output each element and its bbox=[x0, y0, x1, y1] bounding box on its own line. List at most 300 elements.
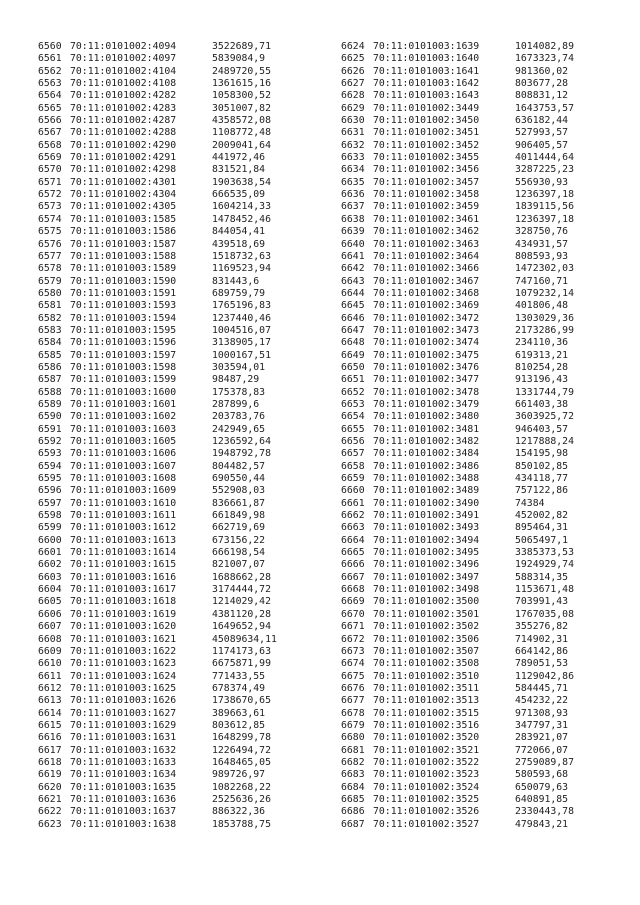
cadastral-value: 1214029,42 bbox=[212, 596, 271, 608]
cadastral-number: 70:11:0101002:3506 bbox=[373, 633, 480, 645]
cadastral-value: 580593,68 bbox=[515, 769, 569, 781]
cadastral-number: 70:11:0101003:1620 bbox=[70, 621, 177, 633]
cadastral-value: 1014082,89 bbox=[515, 41, 574, 52]
cadastral-value: 4381120,28 bbox=[212, 608, 271, 620]
cadastral-value: 1924929,74 bbox=[515, 559, 574, 571]
right-column bbox=[341, 41, 574, 831]
row-number: 6586 bbox=[38, 361, 62, 373]
table-row bbox=[341, 300, 574, 312]
row-number: 6591 bbox=[38, 423, 62, 435]
cadastral-number: 70:11:0101002:3497 bbox=[373, 571, 480, 583]
cadastral-value: 1688662,28 bbox=[212, 571, 271, 583]
cadastral-value: 1649652,94 bbox=[212, 621, 271, 633]
cadastral-number: 70:11:0101002:4287 bbox=[70, 115, 177, 127]
cadastral-value: 6675871,99 bbox=[212, 658, 271, 670]
cadastral-value: 673156,22 bbox=[212, 534, 266, 546]
table-row bbox=[38, 350, 277, 362]
table-row bbox=[38, 510, 277, 522]
row-number: 6571 bbox=[38, 176, 62, 188]
row-number: 6600 bbox=[38, 534, 62, 546]
cadastral-number: 70:11:0101003:1632 bbox=[70, 744, 177, 756]
row-number: 6686 bbox=[341, 806, 365, 818]
table-row bbox=[38, 127, 277, 139]
cadastral-value: 588314,35 bbox=[515, 571, 569, 583]
cadastral-value: 1236397,18 bbox=[515, 213, 574, 225]
cadastral-number: 70:11:0101003:1640 bbox=[373, 53, 480, 65]
row-number: 6664 bbox=[341, 534, 365, 546]
table-row bbox=[38, 337, 277, 349]
cadastral-number: 70:11:0101002:3498 bbox=[373, 584, 480, 596]
cadastral-number: 70:11:0101003:1600 bbox=[70, 386, 177, 398]
table-row bbox=[341, 708, 574, 720]
table-row bbox=[341, 461, 574, 473]
row-number: 6618 bbox=[38, 756, 62, 768]
row-number: 6614 bbox=[38, 707, 62, 719]
row-number: 6682 bbox=[341, 756, 365, 768]
cadastral-number: 70:11:0101003:1636 bbox=[70, 793, 177, 805]
cadastral-number: 70:11:0101002:3527 bbox=[373, 818, 480, 830]
cadastral-number: 70:11:0101003:1595 bbox=[70, 324, 177, 336]
row-number: 6641 bbox=[341, 250, 365, 262]
row-number: 6642 bbox=[341, 263, 365, 275]
cadastral-value: 527993,57 bbox=[515, 127, 569, 139]
row-number: 6661 bbox=[341, 497, 365, 509]
cadastral-value: 1237440,46 bbox=[212, 312, 271, 324]
row-number: 6598 bbox=[38, 510, 62, 522]
row-number: 6655 bbox=[341, 423, 365, 435]
row-number: 6577 bbox=[38, 250, 62, 262]
table-row bbox=[341, 473, 574, 485]
cadastral-number: 70:11:0101002:3495 bbox=[373, 547, 480, 559]
table-row bbox=[38, 473, 277, 485]
cadastral-value: 2330443,78 bbox=[515, 806, 574, 818]
table-row bbox=[38, 362, 277, 374]
cadastral-value: 831443,6 bbox=[212, 275, 260, 287]
table-row bbox=[341, 214, 574, 226]
table-row bbox=[38, 399, 277, 411]
cadastral-value: 757122,86 bbox=[515, 485, 569, 497]
cadastral-value: 1948792,78 bbox=[212, 448, 271, 460]
table-row bbox=[341, 609, 574, 621]
table-row bbox=[341, 436, 574, 448]
row-number: 6612 bbox=[38, 682, 62, 694]
row-number: 6594 bbox=[38, 460, 62, 472]
row-number: 6644 bbox=[341, 287, 365, 299]
cadastral-value: 1108772,48 bbox=[212, 127, 271, 139]
cadastral-value: 347797,31 bbox=[515, 719, 569, 731]
cadastral-number: 70:11:0101002:3477 bbox=[373, 374, 480, 386]
cadastral-value: 808593,93 bbox=[515, 250, 569, 262]
table-row bbox=[38, 584, 277, 596]
table-row bbox=[38, 535, 277, 547]
cadastral-number: 70:11:0101002:3463 bbox=[373, 238, 480, 250]
cadastral-number: 70:11:0101002:3507 bbox=[373, 645, 480, 657]
cadastral-value: 640891,85 bbox=[515, 793, 569, 805]
cadastral-number: 70:11:0101003:1593 bbox=[70, 300, 177, 312]
cadastral-number: 70:11:0101003:1627 bbox=[70, 707, 177, 719]
cadastral-value: 434931,57 bbox=[515, 238, 569, 250]
row-number: 6658 bbox=[341, 460, 365, 472]
table-row bbox=[38, 288, 277, 300]
row-number: 6623 bbox=[38, 818, 62, 830]
cadastral-number: 70:11:0101002:3520 bbox=[373, 732, 480, 744]
table-row bbox=[38, 103, 277, 115]
row-number: 6570 bbox=[38, 164, 62, 176]
cadastral-number: 70:11:0101002:4298 bbox=[70, 164, 177, 176]
cadastral-number: 70:11:0101002:3481 bbox=[373, 423, 480, 435]
table-row bbox=[341, 757, 574, 769]
cadastral-number: 70:11:0101002:4108 bbox=[70, 78, 177, 90]
cadastral-number: 70:11:0101003:1639 bbox=[373, 41, 480, 52]
cadastral-number: 70:11:0101002:3457 bbox=[373, 176, 480, 188]
row-number: 6587 bbox=[38, 374, 62, 386]
row-number: 6669 bbox=[341, 596, 365, 608]
cadastral-number: 70:11:0101003:1626 bbox=[70, 695, 177, 707]
row-number: 6638 bbox=[341, 213, 365, 225]
table-row bbox=[38, 41, 277, 53]
cadastral-value: 1765196,83 bbox=[212, 300, 271, 312]
cadastral-value: 989726,97 bbox=[212, 769, 266, 781]
cadastral-number: 70:11:0101003:1598 bbox=[70, 361, 177, 373]
cadastral-number: 70:11:0101002:3502 bbox=[373, 621, 480, 633]
table-row bbox=[38, 806, 277, 818]
row-number: 6619 bbox=[38, 769, 62, 781]
row-number: 6579 bbox=[38, 275, 62, 287]
cadastral-value: 803677,28 bbox=[515, 78, 569, 90]
cadastral-number: 70:11:0101002:3450 bbox=[373, 115, 480, 127]
row-number: 6639 bbox=[341, 226, 365, 238]
cadastral-number: 70:11:0101002:3452 bbox=[373, 139, 480, 151]
cadastral-value: 3603925,72 bbox=[515, 411, 574, 423]
cadastral-number: 70:11:0101002:3458 bbox=[373, 189, 480, 201]
cadastral-value: 1000167,51 bbox=[212, 349, 271, 361]
row-number: 6592 bbox=[38, 436, 62, 447]
table-row bbox=[38, 53, 277, 65]
table-row bbox=[38, 547, 277, 559]
cadastral-number: 70:11:0101003:1588 bbox=[70, 250, 177, 262]
cadastral-number: 70:11:0101003:1606 bbox=[70, 448, 177, 460]
row-number: 6578 bbox=[38, 263, 62, 275]
cadastral-value: 434118,77 bbox=[515, 473, 569, 485]
row-number: 6652 bbox=[341, 386, 365, 398]
row-number: 6672 bbox=[341, 633, 365, 645]
cadastral-number: 70:11:0101002:3486 bbox=[373, 460, 480, 472]
cadastral-number: 70:11:0101002:3475 bbox=[373, 349, 480, 361]
cadastral-number: 70:11:0101003:1591 bbox=[70, 287, 177, 299]
cadastral-value: 98487,29 bbox=[212, 374, 260, 386]
cadastral-value: 439518,69 bbox=[212, 238, 266, 250]
table-row bbox=[341, 485, 574, 497]
cadastral-value: 203783,76 bbox=[212, 411, 266, 423]
cadastral-value: 3522689,71 bbox=[212, 41, 271, 52]
table-row bbox=[341, 572, 574, 584]
cadastral-number: 70:11:0101003:1601 bbox=[70, 398, 177, 410]
cadastral-value: 1643753,57 bbox=[515, 102, 574, 114]
cadastral-value: 1361615,16 bbox=[212, 78, 271, 90]
row-number: 6572 bbox=[38, 189, 62, 201]
cadastral-value: 3174444,72 bbox=[212, 584, 271, 596]
row-number: 6610 bbox=[38, 658, 62, 670]
cadastral-value: 689759,79 bbox=[212, 287, 266, 299]
cadastral-value: 1604214,33 bbox=[212, 201, 271, 213]
row-number: 6629 bbox=[341, 102, 365, 114]
cadastral-value: 2759089,87 bbox=[515, 756, 574, 768]
table-row bbox=[38, 251, 277, 263]
cadastral-value: 714902,31 bbox=[515, 633, 569, 645]
cadastral-value: 946403,57 bbox=[515, 423, 569, 435]
cadastral-value: 789051,53 bbox=[515, 658, 569, 670]
table-row bbox=[38, 239, 277, 251]
cadastral-value: 1648465,05 bbox=[212, 756, 271, 768]
cadastral-number: 70:11:0101002:4097 bbox=[70, 53, 177, 65]
table-row bbox=[38, 683, 277, 695]
row-number: 6602 bbox=[38, 559, 62, 571]
row-number: 6607 bbox=[38, 621, 62, 633]
cadastral-value: 661403,38 bbox=[515, 398, 569, 410]
table-row bbox=[38, 201, 277, 213]
row-number: 6568 bbox=[38, 139, 62, 151]
cadastral-value: 664142,86 bbox=[515, 645, 569, 657]
cadastral-number: 70:11:0101003:1609 bbox=[70, 485, 177, 497]
row-number: 6631 bbox=[341, 127, 365, 139]
table-row bbox=[38, 214, 277, 226]
row-number: 6582 bbox=[38, 312, 62, 324]
cadastral-value: 2525636,26 bbox=[212, 793, 271, 805]
cadastral-value: 4011444,64 bbox=[515, 152, 574, 164]
row-number: 6635 bbox=[341, 176, 365, 188]
table-row bbox=[38, 708, 277, 720]
row-number: 6674 bbox=[341, 658, 365, 670]
cadastral-number: 70:11:0101002:3451 bbox=[373, 127, 480, 139]
cadastral-value: 1236592,64 bbox=[212, 436, 271, 447]
cadastral-value: 772066,07 bbox=[515, 744, 569, 756]
table-row bbox=[341, 782, 574, 794]
cadastral-number: 70:11:0101002:3474 bbox=[373, 337, 480, 349]
table-row bbox=[38, 140, 277, 152]
table-row bbox=[341, 90, 574, 102]
cadastral-value: 886322,36 bbox=[212, 806, 266, 818]
cadastral-value: 283921,07 bbox=[515, 732, 569, 744]
cadastral-number: 70:11:0101002:3496 bbox=[373, 559, 480, 571]
table-row bbox=[38, 572, 277, 584]
row-number: 6627 bbox=[341, 78, 365, 90]
table-row bbox=[341, 819, 574, 831]
cadastral-value: 1058300,52 bbox=[212, 90, 271, 102]
cadastral-number: 70:11:0101002:3469 bbox=[373, 300, 480, 312]
cadastral-number: 70:11:0101003:1637 bbox=[70, 806, 177, 818]
table-row bbox=[341, 325, 574, 337]
table-row bbox=[341, 263, 574, 275]
cadastral-value: 804482,57 bbox=[212, 460, 266, 472]
cadastral-number: 70:11:0101002:3464 bbox=[373, 250, 480, 262]
row-number: 6620 bbox=[38, 781, 62, 793]
row-number: 6681 bbox=[341, 744, 365, 756]
table-row bbox=[38, 621, 277, 633]
row-number: 6601 bbox=[38, 547, 62, 559]
cadastral-number: 70:11:0101002:3480 bbox=[373, 411, 480, 423]
table-row bbox=[38, 424, 277, 436]
table-row bbox=[341, 140, 574, 152]
row-number: 6636 bbox=[341, 189, 365, 201]
row-number: 6613 bbox=[38, 695, 62, 707]
cadastral-number: 70:11:0101003:1611 bbox=[70, 510, 177, 522]
cadastral-number: 70:11:0101002:3515 bbox=[373, 707, 480, 719]
cadastral-number: 70:11:0101003:1615 bbox=[70, 559, 177, 571]
table-row bbox=[341, 251, 574, 263]
table-row bbox=[341, 115, 574, 127]
cadastral-number: 70:11:0101003:1594 bbox=[70, 312, 177, 324]
row-number: 6685 bbox=[341, 793, 365, 805]
table-row bbox=[38, 498, 277, 510]
cadastral-value: 1217888,24 bbox=[515, 436, 574, 447]
cadastral-value: 1853788,75 bbox=[212, 818, 271, 830]
row-number: 6650 bbox=[341, 361, 365, 373]
row-number: 6640 bbox=[341, 238, 365, 250]
cadastral-value: 154195,98 bbox=[515, 448, 569, 460]
table-row bbox=[38, 66, 277, 78]
cadastral-number: 70:11:0101003:1587 bbox=[70, 238, 177, 250]
row-number: 6562 bbox=[38, 65, 62, 77]
row-number: 6656 bbox=[341, 436, 365, 447]
cadastral-value: 771433,55 bbox=[212, 670, 266, 682]
cadastral-number: 70:11:0101002:3491 bbox=[373, 510, 480, 522]
cadastral-number: 70:11:0101002:3522 bbox=[373, 756, 480, 768]
row-number: 6646 bbox=[341, 312, 365, 324]
cadastral-number: 70:11:0101003:1633 bbox=[70, 756, 177, 768]
table-row bbox=[341, 510, 574, 522]
row-number: 6675 bbox=[341, 670, 365, 682]
cadastral-value: 1767035,08 bbox=[515, 608, 574, 620]
cadastral-value: 703991,43 bbox=[515, 596, 569, 608]
cadastral-number: 70:11:0101002:4291 bbox=[70, 152, 177, 164]
table-row bbox=[341, 683, 574, 695]
row-number: 6653 bbox=[341, 398, 365, 410]
row-number: 6676 bbox=[341, 682, 365, 694]
cadastral-value: 1478452,46 bbox=[212, 213, 271, 225]
table-row bbox=[38, 745, 277, 757]
cadastral-number: 70:11:0101003:1625 bbox=[70, 682, 177, 694]
table-row bbox=[38, 769, 277, 781]
row-number: 6604 bbox=[38, 584, 62, 596]
table-row bbox=[38, 325, 277, 337]
table-row bbox=[38, 634, 277, 646]
cadastral-number: 70:11:0101003:1638 bbox=[70, 818, 177, 830]
row-number: 6564 bbox=[38, 90, 62, 102]
cadastral-value: 690550,44 bbox=[212, 473, 266, 485]
table-row bbox=[38, 485, 277, 497]
cadastral-number: 70:11:0101002:3456 bbox=[373, 164, 480, 176]
row-number: 6561 bbox=[38, 53, 62, 65]
table-row bbox=[38, 819, 277, 831]
table-row bbox=[341, 387, 574, 399]
cadastral-value: 1839115,56 bbox=[515, 201, 574, 213]
table-row bbox=[341, 164, 574, 176]
row-number: 6687 bbox=[341, 818, 365, 830]
table-row bbox=[341, 732, 574, 744]
row-number: 6643 bbox=[341, 275, 365, 287]
row-number: 6666 bbox=[341, 559, 365, 571]
cadastral-value: 1169523,94 bbox=[212, 263, 271, 275]
cadastral-value: 666535,09 bbox=[212, 189, 266, 201]
table-row bbox=[341, 239, 574, 251]
row-number: 6596 bbox=[38, 485, 62, 497]
cadastral-value: 479843,21 bbox=[515, 818, 569, 830]
row-number: 6679 bbox=[341, 719, 365, 731]
cadastral-number: 70:11:0101003:1619 bbox=[70, 608, 177, 620]
cadastral-number: 70:11:0101003:1617 bbox=[70, 584, 177, 596]
table-row bbox=[38, 671, 277, 683]
cadastral-value: 401806,48 bbox=[515, 300, 569, 312]
table-row bbox=[341, 535, 574, 547]
table-row bbox=[38, 436, 277, 448]
cadastral-number: 70:11:0101002:3508 bbox=[373, 658, 480, 670]
cadastral-value: 1331744,79 bbox=[515, 386, 574, 398]
cadastral-value: 1004516,07 bbox=[212, 324, 271, 336]
row-number: 6593 bbox=[38, 448, 62, 460]
row-number: 6671 bbox=[341, 621, 365, 633]
cadastral-value: 821007,07 bbox=[212, 559, 266, 571]
cadastral-value: 661849,98 bbox=[212, 510, 266, 522]
cadastral-value: 1153671,48 bbox=[515, 584, 574, 596]
cadastral-value: 619313,21 bbox=[515, 349, 569, 361]
row-number: 6599 bbox=[38, 522, 62, 534]
cadastral-number: 70:11:0101002:3513 bbox=[373, 695, 480, 707]
table-row bbox=[38, 782, 277, 794]
row-number: 6574 bbox=[38, 213, 62, 225]
row-number: 6560 bbox=[38, 41, 62, 52]
table-row bbox=[38, 115, 277, 127]
row-number: 6603 bbox=[38, 571, 62, 583]
cadastral-value: 913196,43 bbox=[515, 374, 569, 386]
row-number: 6651 bbox=[341, 374, 365, 386]
table-row bbox=[341, 794, 574, 806]
cadastral-value: 5839084,9 bbox=[212, 53, 266, 65]
row-number: 6680 bbox=[341, 732, 365, 744]
cadastral-number: 70:11:0101002:4304 bbox=[70, 189, 177, 201]
cadastral-value: 1472302,03 bbox=[515, 263, 574, 275]
table-row bbox=[341, 276, 574, 288]
cadastral-number: 70:11:0101002:3461 bbox=[373, 213, 480, 225]
row-number: 6575 bbox=[38, 226, 62, 238]
cadastral-number: 70:11:0101002:3493 bbox=[373, 522, 480, 534]
table-row bbox=[38, 720, 277, 732]
table-row bbox=[38, 695, 277, 707]
row-number: 6670 bbox=[341, 608, 365, 620]
table-row bbox=[38, 90, 277, 102]
cadastral-value: 803612,85 bbox=[212, 719, 266, 731]
row-number: 6611 bbox=[38, 670, 62, 682]
table-row bbox=[38, 559, 277, 571]
row-number: 6581 bbox=[38, 300, 62, 312]
table-row bbox=[341, 78, 574, 90]
cadastral-value: 1129042,86 bbox=[515, 670, 574, 682]
table-row bbox=[341, 522, 574, 534]
cadastral-number: 70:11:0101002:3459 bbox=[373, 201, 480, 213]
cadastral-value: 454232,22 bbox=[515, 695, 569, 707]
cadastral-number: 70:11:0101003:1616 bbox=[70, 571, 177, 583]
cadastral-number: 70:11:0101002:3476 bbox=[373, 361, 480, 373]
row-number: 6667 bbox=[341, 571, 365, 583]
cadastral-value: 3287225,23 bbox=[515, 164, 574, 176]
cadastral-number: 70:11:0101003:1605 bbox=[70, 436, 177, 447]
table-row bbox=[38, 658, 277, 670]
table-row bbox=[38, 374, 277, 386]
table-row bbox=[38, 300, 277, 312]
table-row bbox=[341, 411, 574, 423]
row-number: 6565 bbox=[38, 102, 62, 114]
cadastral-value: 74384 bbox=[515, 497, 545, 509]
cadastral-number: 70:11:0101002:3488 bbox=[373, 473, 480, 485]
